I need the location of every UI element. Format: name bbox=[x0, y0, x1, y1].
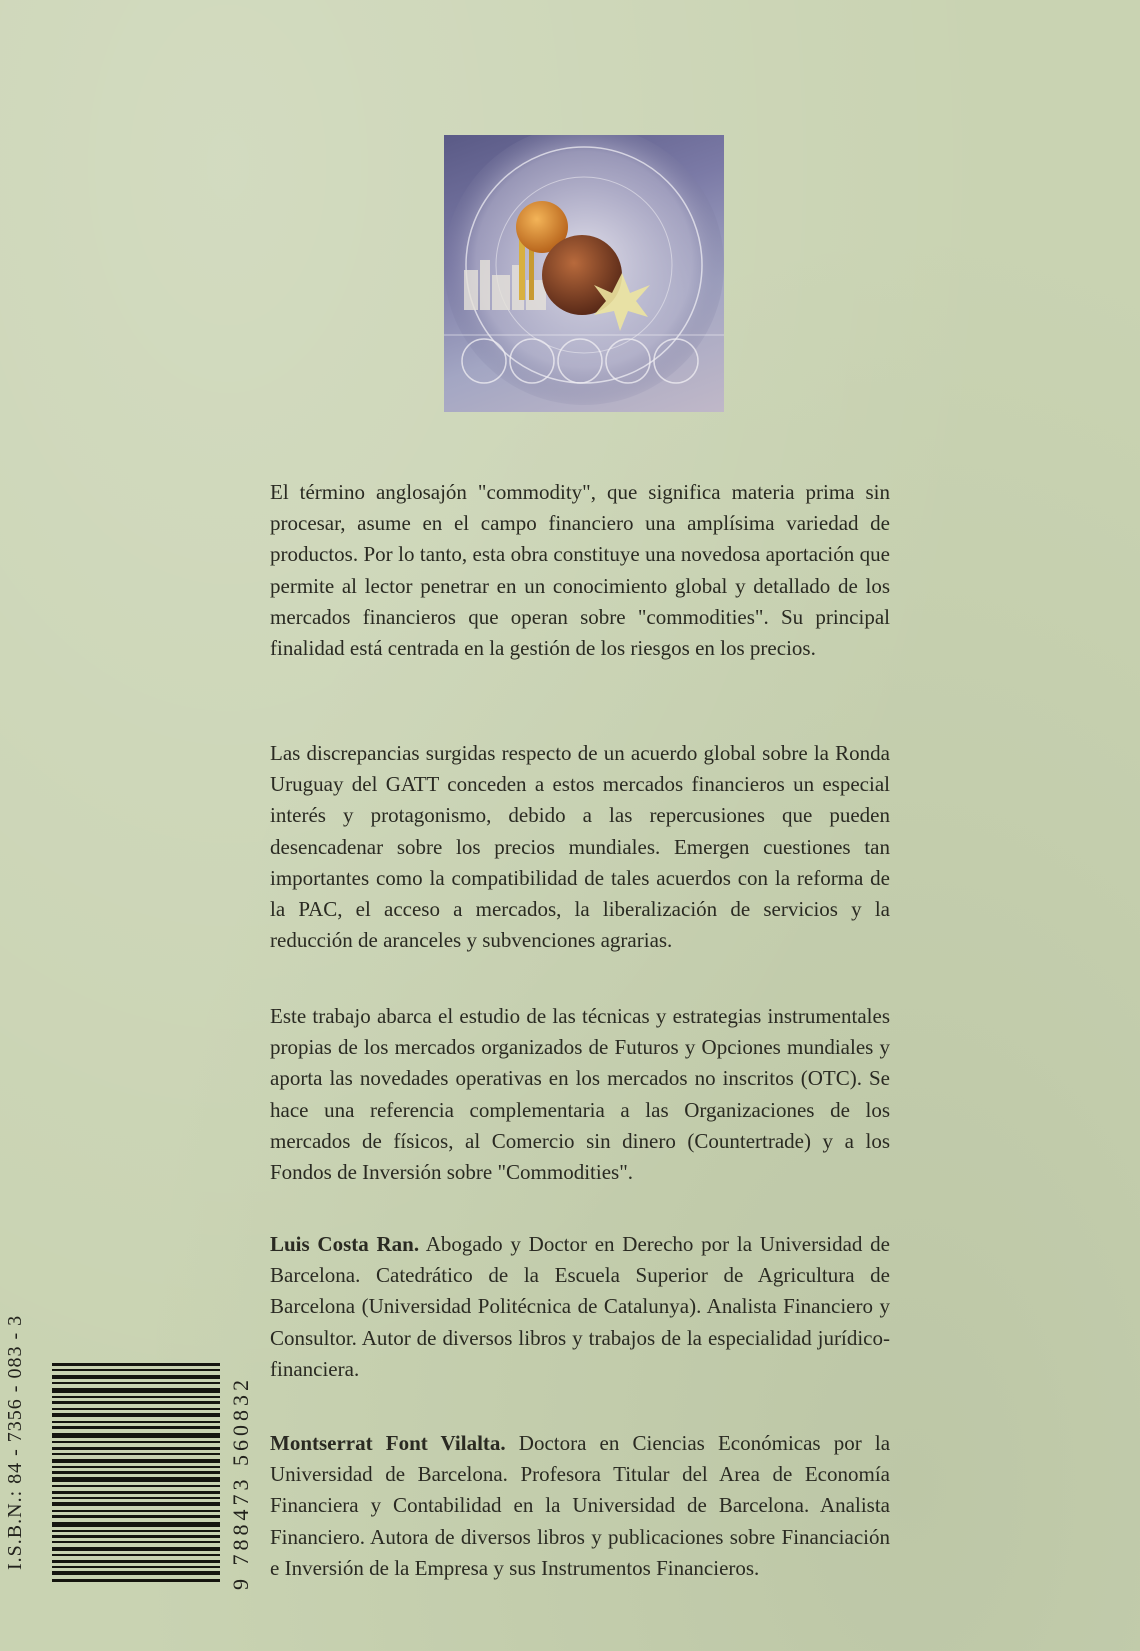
author-name-2: Montserrat Font Vilalta. bbox=[270, 1431, 506, 1455]
barcode bbox=[20, 1355, 220, 1595]
author-bio-text-2: Doctora en Ciencias Económicas por la Universidad de Barcelona. Profesora Titular del Area de Economía Financiera y Contabilidad en la Universidad de Barcelona. Analista Financiero. Autora de diversos libros y publicaciones sobre Financiación e Inversión de la Empresa y sus Instrumentos Financieros. bbox=[270, 1431, 891, 1580]
author-name-1: Luis Costa Ran. bbox=[270, 1232, 420, 1256]
description-paragraph-2: Las discrepancias surgidas respecto de un acuerdo global sobre la Ronda Uruguay del GATT conceden a estos mercados financieros un especial interés y protagonismo, debido a las repercusiones que pueden desencadenar sobre los precios mundiales. Emergen cuestiones tan importantes como la compatibilidad de tales acuerdos con la reforma de la PAC, el acceso a mercados, la liberalización de servicios y la reducción de aranceles y subvenciones agrarias. bbox=[270, 741, 890, 953]
barcode-digits: 9 788473 560832 bbox=[228, 1376, 253, 1590]
author-bio-text-1: Abogado y Doctor en Derecho por la Universidad de Barcelona. Catedrático de la Escuela Superior de Agricultura de Barcelona (Universidad Politécnica de Catalunya). Analista Financiero y Consultor. Autor de diversos libros y trabajos de la especialidad jurídico-financiera. bbox=[270, 1232, 890, 1381]
cover-illustration-drawing bbox=[444, 135, 724, 412]
description-paragraph-3: Este trabajo abarca el estudio de las técnicas y estrategias instrumentales propias de los mercados organizados de Futuros y Opciones mundiales y aporta las novedades operativas en los mercados no inscritos (OTC). Se hace una referencia complementaria a las Organizaciones de los mercados de físicos, al Comercio sin dinero (Countertrade) y a los Fondos de Inversión sobre "Commodities". bbox=[270, 1004, 890, 1185]
author-bio-1 bbox=[270, 1229, 890, 1385]
cover-illustration bbox=[444, 135, 724, 412]
isbn-label: I.S.B.N.: 84 - 7356 - 083 - 3 bbox=[4, 1314, 26, 1570]
barcode-bars bbox=[20, 1355, 220, 1595]
author-bio-2 bbox=[270, 1428, 890, 1584]
description-paragraph-1: El término anglosajón "commodity", que significa materia prima sin procesar, asume en el campo financiero una amplísima variedad de productos. Por lo tanto, esta obra constituye una novedosa aportación que permite al lector penetrar en un conocimiento global y detallado de los mercados financieros que operan sobre "commodities". Su principal finalidad está centrada en la gestión de los riesgos en los precios. bbox=[270, 480, 890, 661]
